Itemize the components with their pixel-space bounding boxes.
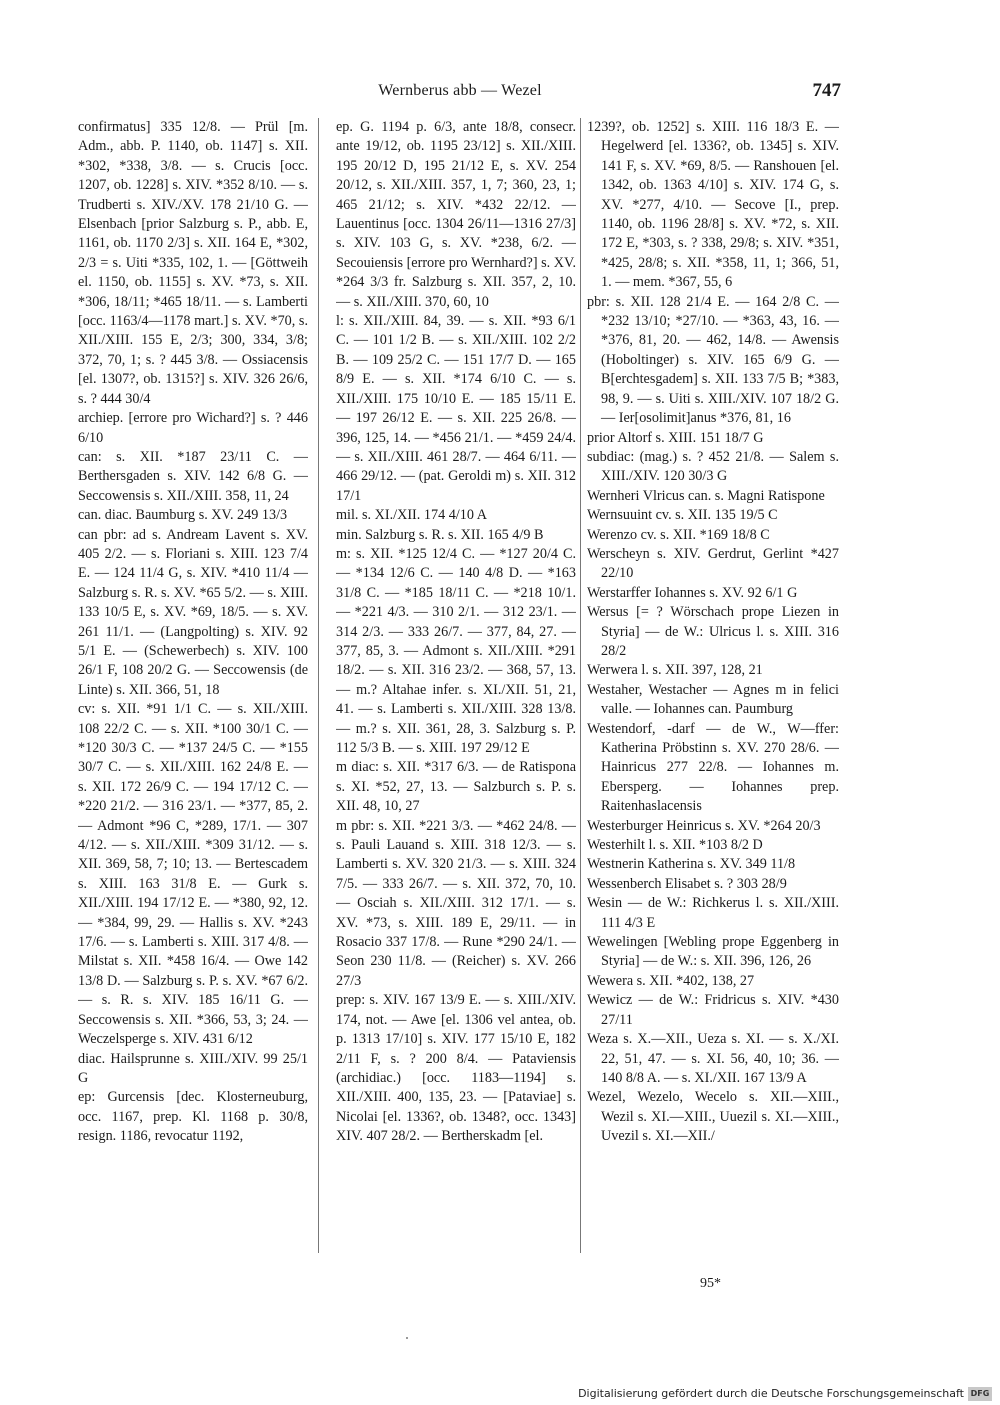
speck	[406, 1337, 408, 1339]
entry-paragraph: subdiac: (mag.) s. ? 452 21/8. — Salem s. XIII./XIV. 120 30/3 G	[587, 448, 839, 485]
entry-paragraph: Wewelingen [Webling prope Eggenberg in Styria] — de W.: s. XII. 396, 126, 26	[587, 934, 839, 970]
entry-paragraph: pbr: s. XII. 128 21/4 E. — 164 2/8 C. — *232 13/10; *27/10. — *363, 43, 16. — *376, 81, 20. — 462, 14/8. — Awensis (Hoboltinger) s. XIV. 165 6/9 G. — B[erchtesgadem] s. XII. 133 7/5 B; *383, 98, 9. — s. Uiti s. XIII./XIV. 107 18/2 G. — Ier[osolimit]anus *376, 81, 16	[587, 293, 839, 427]
entry-paragraph: l: s. XII./XIII. 84, 39. — s. XII. *93 6/1 C. — 101 1/2 B. — s. XII./XIII. 102 2/2 B. — 109 25/2 C. — 151 17/7 D. — 165 8/9 E. — s. XII. *174 6/10 C. — s. XII./XIII. 175 10/10 E. — 185 15/11 E. — 197 26/12 E. — s. XII. 225 26/8. — 396, 125, 14. — *456 21/1. — *459 24/4. — s. XII./XIII. 461 28/7. — 464 6/11. — 466 29/12. — (pat. Geroldi m) s. XII. 312 17/1	[336, 313, 576, 504]
entry-paragraph: ep. G. 1194 p. 6/3, ante 18/8, consecr. ante 19/12, ob. 1195 23/12] s. XII./XIII. 195 20/12 D, 195 21/12 E, s. XV. 254 20/12, s. XII./XIII. 357, 1, 7; 360, 23, 1; 465 21/12; s. XIV. *432 22/12. — Lauentinus [occ. 1304 26/11—1316 27/3] s. XIV. 103 G, s. XV. *238, 6/2. — Secouiensis [errore pro Wernhard?] s. XV. *264 3/3 fr. Salzburg s. XII. 357, 2, 10. — s. XII./XIII. 370, 60, 10	[336, 119, 576, 310]
entry-paragraph: archiep. [errore pro Wichard?] s. ? 446 6/10	[78, 410, 308, 446]
entry-paragraph: prior Altorf s. XIII. 151 18/7 G	[587, 429, 764, 446]
entry-paragraph: Westerhilt l. s. XII. *103 8/2 D	[587, 837, 763, 854]
entry-paragraph: Wessenberch Elisabet s. ? 303 28/9	[587, 875, 787, 892]
entry-paragraph: Wezel, Wezelo, Wecelo s. XII.—XIII., Wezil s. XI.—XIII., Uuezil s. XI.—XIII., Uvezil s. XI.—XII./	[587, 1089, 839, 1145]
entry-paragraph: Werscheyn s. XIV. Gerdrut, Gerlint *427 22/10	[587, 545, 839, 582]
running-header	[75, 82, 845, 106]
entry-paragraph: confirmatus] 335 12/8. — Prül [m. Adm., abb. P. 1140, ob. 1147] s. XII. *302, *338, 3/8. — s. Crucis [occ. 1207, ob. 1228] s. XIV. *352 8/10. — s. Trudberti s. XIV./XV. 178 21/10 G. — Elsenbach [prior Salzburg s. P., abb. E, 1161, ob. 1170 2/3] s. XII. 164 E, *302, 2/3 = s. Uiti *335, 102, 1. — [Göttweih el. 1150, ob. 1155] s. XV. *73, s. XII. *306, 18/11; *465 18/11. — s. Lamberti [occ. 1163/4—1178 mart.] s. XV. *70, s. XII./XIII. 155 E, 2/3; 300, 334, 3/8; 372, 70, 1; s. ? 445 3/8. — Ossiacensis [el. 1307?, ob. 1315?] s. XIV. 326 26/6, s. ? 444 30/4	[78, 119, 308, 407]
entry-paragraph: mil. s. XI./XII. 174 4/10 A	[336, 507, 487, 524]
entry-paragraph: diac. Hailsprunne s. XIII./XIV. 99 25/1 G	[78, 1050, 308, 1086]
entry-paragraph: ep: Gurcensis [dec. Klosterneuburg, occ. 1167, prep. Kl. 1168 p. 30/8, resign. 1186, revocatur 1192,	[78, 1089, 308, 1145]
entry-paragraph: m: s. XII. *125 12/4 C. — *127 20/4 C. — *134 12/6 C. — 140 4/8 D. — *163 31/8 C. — *185 18/11 C. — *218 10/1. — *221 4/3. — 310 2/1. — 312 23/1. — 314 2/3. — 333 26/7. — 377, 84, 27. — 377, 85, 3. — Admont s. XII./XIII. *291 18/2. — s. XII. 316 23/2. — 368, 57, 13. — m.? Altahae infer. s. XI./XII. 51, 21, 41. — s. Lamberti s. XII./XIII. 328 13/8. — m.? s. XII. 361, 28, 3. Salzburg s. P. 112 5/3 B. — s. XIII. 197 29/12 E	[336, 545, 576, 756]
dfg-logo: DFG	[968, 1387, 992, 1401]
entry-paragraph: min. Salzburg s. R. s. XII. 165 4/9 B	[336, 526, 544, 543]
entry-paragraph: 1239?, ob. 1252] s. XIII. 116 18/3 E. — Hegelwerd [el. 1336?, ob. 1345] s. XIV. 141 F, s. XV. *69, 8/5. — Ranshouen [el. 1342, ob. 1363 4/10] s. XIV. 174 G, s. XV. *277, 4/10. — Secove [I., prep. 1140, ob. 1196 28/8] s. XV. *72, s. XII. 172 E, *303, s. ? 338, 29/8; s. XIV. *351, *425, 28/8; s. XII. *358, 11, 1; 366, 51, 1. — mem. *367, 55, 6	[587, 119, 839, 291]
entry-paragraph: prep: s. XIV. 167 13/9 E. — s. XIII./XIV. 174, not. — Awe [el. 1306 vel antea, ob. p. 1313 17/10] s. XIV. 177 15/10 E, 182 2/11 F, s. ? 200 8/4. — Pataviensis (archidiac.) [occ. 1183—1194] s. XII./XIII. 400, 135, 23. — [Pataviae] s. Nicolai [el. 1336?, ob. 1348?, occ. 1343] XIV. 407 28/2. — Bertherskadm [el.	[336, 992, 576, 1145]
entry-paragraph: can pbr: ad s. Andream Lavent s. XV. 405 2/2. — s. Floriani s. XIII. 123 7/4 E. — 124 11/4 G, s. XIV. *410 11/4 — Salzburg s. R. s. XV. *65 5/2. — s. XIII. 133 10/5 E, s. XV. *69, 18/5. — s. XV. 261 11/1. — (Langpolting) s. XIV. 92 5/1 E. — (Schewerbech) s. XIV. 100 26/1 F, 108 20/2 G. — Seccowensis (de Linte) s. XII. 366, 51, 18	[78, 526, 308, 698]
page-number: 747	[812, 80, 841, 101]
entry-paragraph: Wernheri Vlricus can. s. Magni Ratispone	[587, 487, 825, 504]
entry-paragraph: Wesin — de W.: Richkerus l. s. XII./XIII. 111 4/3 E	[587, 895, 839, 931]
entry-paragraph: m diac: s. XII. *317 6/3. — de Ratispona s. XI. *52, 27, 13. — Salzburch s. P. s. XII. 48, 10, 27	[336, 759, 576, 815]
entry-paragraph: Werstarffer Iohannes s. XV. 92 6/1 G	[587, 584, 798, 601]
entry-paragraph: Wersus [= ? Wörschach prope Liezen in Styria] — de W.: Ulricus l. s. XIII. 316 28/2	[587, 604, 839, 659]
entry-paragraph: Wernsuuint cv. s. XII. 135 19/5 C	[587, 507, 778, 524]
signature-mark: 95*	[700, 1276, 721, 1291]
entry-paragraph: can: s. XII. *187 23/11 C. — Berthersgaden s. XIV. 142 6/8 G. — Seccowensis s. XII./XIII. 358, 11, 24	[78, 448, 308, 504]
text-column-3	[587, 118, 839, 1218]
entry-paragraph: Werwera l. s. XII. 397, 128, 21	[587, 662, 763, 679]
entry-paragraph: Werenzo cv. s. XII. *169 18/8 C	[587, 526, 770, 543]
entry-paragraph: Westaher, Westacher — Agnes m in felici valle. — Iohannes can. Paumburg	[587, 681, 839, 718]
text-column-2	[336, 118, 576, 1218]
column-divider	[318, 118, 319, 1253]
entry-paragraph: Westerburger Heinricus s. XV. *264 20/3	[587, 817, 821, 834]
entry-paragraph: Westendorf, -darf — de W., W—ffer: Katherina Pröbstinn s. XV. 270 28/6. — Hainricus 277 22/8. — Iohannes m. Ebersperg. — Iohannes prep. Raitenhaslacensis	[587, 720, 839, 815]
footer-credit: Digitalisierung gefördert durch die Deutsche Forschungsgemeinschaft	[578, 1387, 964, 1400]
entry-paragraph: Westnerin Katherina s. XV. 349 11/8	[587, 856, 796, 873]
entry-paragraph: Wewicz — de W.: Fridricus s. XIV. *430 27/11	[587, 992, 839, 1028]
entry-paragraph: Weza s. X.—XII., Ueza s. XI. — s. X./XI. 22, 51, 47. — s. XI. 56, 40, 10; 36. — 140 8/8 A. — s. XI./XII. 167 13/9 A	[587, 1031, 839, 1086]
footer-bar	[0, 1385, 1000, 1405]
header-title: Wernberus abb — Wezel	[378, 82, 542, 99]
column-divider	[580, 118, 581, 1253]
entry-paragraph: cv: s. XII. *91 1/1 C. — s. XII./XIII. 108 22/2 C. — s. XII. *100 30/1 C. — *120 30/3 C. — *137 24/5 C. — *155 30/7 C. — s. XII./XIII. 162 24/8 E. — s. XII. 172 26/9 C. — 194 17/12 C. — *220 21/2. — 316 23/1. — *377, 85, 2. — Admont *96 C, *289, 17/1. — 307 4/12. — s. XII./XIII. *309 31/12. — s. XII. 369, 58, 7; 10; 13. — Bertescadem s. XIII. 163 31/8 E. — Gurk s. XII./XIII. 194 17/12 E. — *380, 92, 12. — *384, 99, 29. — Hallis s. XV. *243 17/6. — s. Lamberti s. XIII. 317 4/8. — Milstat s. XII. *458 16/4. — Owe 142 13/8 D. — Salzburg s. P. s. XV. *67 6/2. — s. R. s. XIV. 185 16/11 G. — Seccowensis s. XII. *366, 53, 3; 24. — Weczelsperge s. XIV. 431 6/12	[78, 701, 308, 1048]
entry-paragraph: can. diac. Baumburg s. XV. 249 13/3	[78, 507, 288, 524]
entry-paragraph: Wewera s. XII. *402, 138, 27	[587, 972, 755, 989]
text-column-1	[78, 118, 308, 1218]
entry-paragraph: m pbr: s. XII. *221 3/3. — *462 24/8. — s. Pauli Lauand s. XIII. 318 12/3. — s. Lamberti s. XV. 320 21/3. — s. XIII. 324 7/5. — 333 26/7. — s. XII. 372, 70, 10. — Osciah s. XII./XIII. 312 17/1. — s. XV. *73, s. XIII. 189 E, 29/11. — in Rosacio 337 17/8. — Rune *290 24/1. — Seon 230 11/8. — (Reicher) s. XV. 266 27/3	[336, 817, 576, 989]
